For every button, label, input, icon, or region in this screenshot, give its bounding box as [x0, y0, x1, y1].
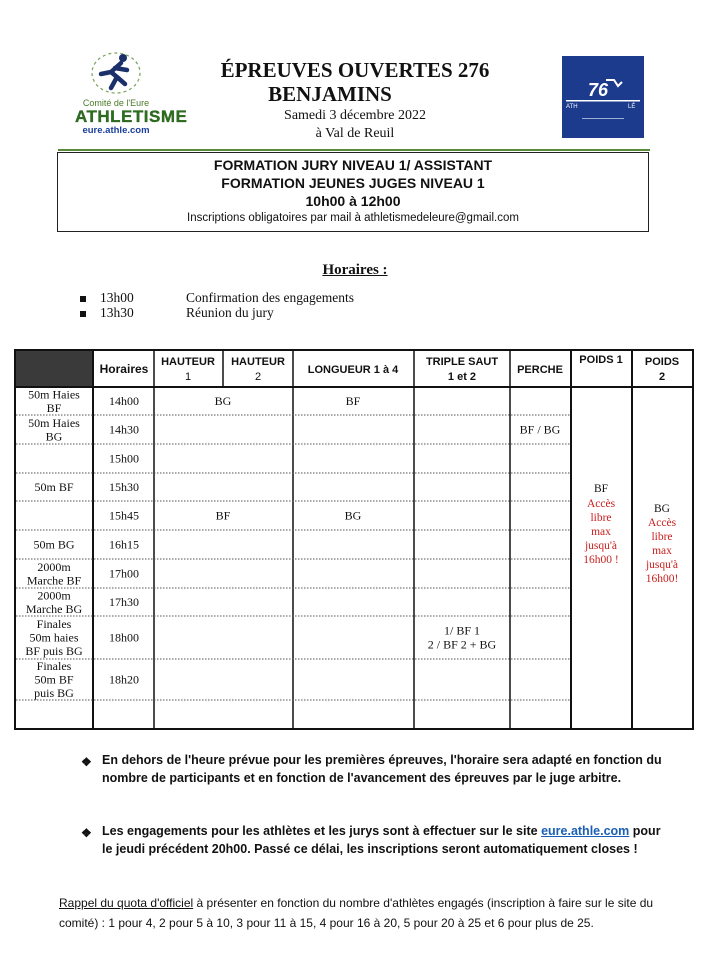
note-item — [81, 822, 661, 878]
note-text — [102, 822, 662, 858]
event-label: BF — [46, 400, 62, 415]
event-label: 50m haies — [29, 630, 79, 645]
formation-email-line — [58, 210, 648, 227]
header-hauteur-2-num: 2 — [254, 371, 262, 383]
bullet-icon — [80, 311, 86, 317]
comite-eure-logo — [75, 48, 188, 144]
poids2-note-3: max — [652, 545, 672, 557]
formation-line-1: FORMATION JURY NIVEAU 1/ ASSISTANT — [213, 157, 493, 173]
diamond-bullet-icon: ❖ — [81, 826, 92, 840]
row-time: 15h45 — [109, 508, 139, 523]
poids2-note: Accès — [647, 517, 677, 529]
event-label: 50m Haies — [28, 387, 80, 402]
row-time: 14h00 — [109, 394, 139, 408]
event-label: 50m BF — [34, 480, 74, 494]
poids1-group: BF — [593, 483, 609, 495]
logo-line-1: Comité de l'Eure — [82, 98, 150, 108]
green-rule — [58, 149, 650, 151]
header-poids-2: POIDS — [644, 356, 680, 368]
row-time: 17h00 — [109, 566, 139, 581]
event-label: 50m Haies — [28, 415, 80, 430]
email-address[interactable]: athletismedeleure@gmail.com — [364, 212, 519, 224]
poids1-note: Accès — [586, 498, 616, 510]
event-label: BF puis BG — [25, 644, 83, 658]
schedule-label: Confirmation des engagements — [186, 290, 354, 305]
athle-76-logo — [562, 56, 644, 138]
formation-line-2: FORMATION JEUNES JUGES NIVEAU 1 — [221, 175, 485, 191]
page-title: ÉPREUVES OUVERTES 276 — [220, 58, 490, 82]
table-corner — [15, 350, 93, 387]
row-time: 18h20 — [109, 672, 139, 687]
poids2-note-4: jusqu'à — [645, 559, 679, 571]
header-perche: PERCHE — [517, 364, 563, 376]
header-hauteur-2: HAUTEUR — [231, 356, 285, 368]
rappel-underlined: Rappel du quota d'officiel — [59, 896, 194, 910]
rappel-quota — [59, 893, 679, 933]
hauteur-cell: BF — [215, 508, 231, 523]
note-text-before: Les engagements pour les athlètes et les jurys sont à effectuer sur le site — [102, 824, 538, 838]
hauteur-cell: BG — [214, 394, 232, 408]
event-label: 50m BF — [34, 672, 74, 687]
event-label: Finales — [36, 659, 72, 673]
schedule-item — [80, 305, 274, 321]
diamond-bullet-icon: ❖ — [81, 755, 92, 769]
event-place: à Val de Reuil — [315, 126, 395, 141]
header-horaires: Horaires — [99, 362, 149, 376]
logo-right-text: LÉ — [628, 104, 636, 110]
event-label: 50m BG — [33, 537, 75, 552]
poids1-note-3: max — [591, 526, 611, 538]
schedule-label: Réunion du jury — [186, 305, 274, 320]
schedule-time: 13h00 — [100, 290, 134, 305]
triple-saut-cell: 1/ BF 1 — [443, 623, 481, 638]
runner-icon — [89, 50, 143, 96]
logo-line-3: eure.athle.com — [82, 125, 150, 136]
poids2-group: BG — [654, 503, 670, 515]
athle-76-mark-icon — [562, 56, 644, 138]
event-label: 2000m — [37, 588, 71, 603]
header-hauteur-1: HAUTEUR — [161, 356, 215, 368]
eure-athle-link[interactable]: eure.athle.com — [541, 824, 630, 838]
note-item — [81, 751, 661, 807]
event-date: Samedi 3 décembre 2022 — [284, 108, 426, 123]
poids1-note-4: jusqu'à — [584, 540, 618, 552]
row-time: 17h30 — [109, 595, 139, 609]
row-time: 14h30 — [109, 422, 139, 437]
poids2-note-5: 16h00! — [645, 573, 679, 585]
rappel-text: à présenter en fonction du nombre d'athlètes engagés (inscription à faire sur le site du comité) : 1 pour 4, 2 pour 5 à 10, 3 pour 11 à 15, 4 pour 16 à 20, 5 pour 20 à 25 et 6 pour plus de 25. — [59, 896, 654, 930]
event-label: BG — [45, 429, 63, 444]
header-poids-2-num: 2 — [658, 371, 666, 383]
header-longueur: LONGUEUR 1 à 4 — [307, 364, 399, 376]
longueur-cell: BF — [345, 394, 361, 408]
logo-line-2: ATHLETISME — [75, 107, 188, 126]
schedule-time: 13h30 — [100, 305, 134, 320]
email-prefix: Inscriptions obligatoires par mail à — [187, 212, 361, 224]
header-poids-1: POIDS 1 — [579, 354, 623, 366]
page-subtitle: BENJAMINS — [268, 82, 392, 106]
logo-left-text: ATH — [566, 104, 578, 110]
formation-time: 10h00 à 12h00 — [305, 193, 401, 209]
schedule-item — [80, 290, 354, 306]
event-label: 2000m — [37, 559, 71, 574]
poids2-note-2: libre — [651, 531, 673, 543]
horaires-title: Horaires : — [322, 262, 388, 278]
event-label: puis BG — [34, 686, 74, 700]
triple-saut-cell: 2 / BF 2 + BG — [427, 637, 497, 652]
event-label: Marche BG — [25, 601, 83, 616]
header-triple-saut-sub: 1 et 2 — [447, 371, 477, 383]
row-time: 18h00 — [109, 630, 139, 645]
header-triple-saut: TRIPLE SAUT — [425, 356, 499, 368]
row-time: 16h15 — [109, 537, 139, 552]
event-label: Finales — [36, 617, 72, 631]
longueur-cell: BG — [344, 508, 362, 523]
logo-mark-text: 76 — [588, 80, 609, 100]
bullet-icon — [80, 296, 86, 302]
event-label: Marche BF — [26, 573, 82, 588]
poids1-note-5: 16h00 ! — [583, 554, 619, 566]
perche-cell: BF / BG — [519, 422, 561, 437]
row-time: 15h00 — [109, 451, 139, 466]
formation-box — [57, 152, 649, 232]
header-hauteur-1-num: 1 — [184, 371, 192, 383]
note-text: En dehors de l'heure prévue pour les premières épreuves, l'horaire sera adapté en fonction du nombre de participants et en fonction de l'avancement des épreuves par le juge arbitre. — [102, 753, 662, 785]
poids1-note-2: libre — [590, 512, 612, 524]
row-time: 15h30 — [109, 480, 139, 494]
schedule-table — [14, 349, 694, 730]
note-text-after: pour le jeudi précédent 20h00. Passé ce délai, les inscriptions seront automatiquement closes ! — [102, 824, 661, 856]
